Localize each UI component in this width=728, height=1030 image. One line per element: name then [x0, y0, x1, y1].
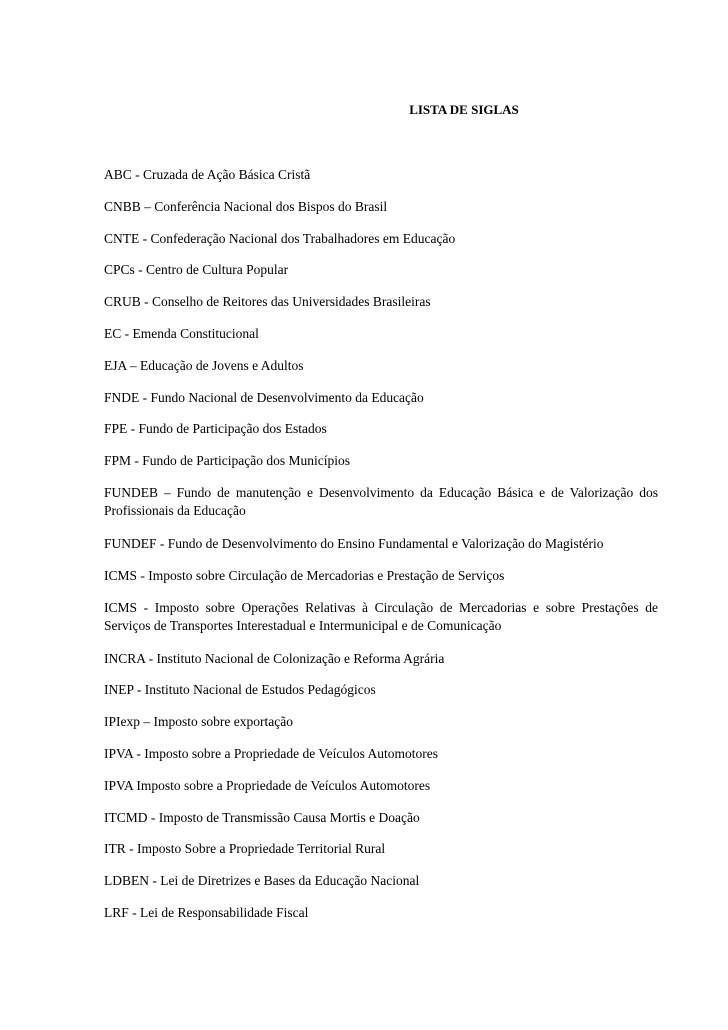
list-item: ITR - Imposto Sobre a Propriedade Territorial Rural [104, 841, 386, 857]
list-item: IPIexp – Imposto sobre exportação [104, 714, 293, 730]
list-item: FPE - Fundo de Participação dos Estados [104, 421, 327, 437]
list-item: LDBEN - Lei de Diretrizes e Bases da Educação Nacional [104, 873, 420, 889]
list-item: FNDE - Fundo Nacional de Desenvolvimento da Educação [104, 389, 424, 405]
list-item: CPCs - Centro de Cultura Popular [104, 262, 289, 278]
list-item: INCRA - Instituto Nacional de Colonização e Reforma Agrária [104, 650, 445, 666]
acronym-list [104, 166, 658, 936]
list-item: ICMS - Imposto sobre Circulação de Mercadorias e Prestação de Serviços [104, 567, 505, 583]
list-item: CRUB - Conselho de Reitores das Universidades Brasileiras [104, 294, 431, 310]
list-item: ITCMD - Imposto de Transmissão Causa Mortis e Doação [104, 809, 420, 825]
list-item: FPM - Fundo de Participação dos Municípios [104, 453, 350, 469]
list-item: INEP - Instituto Nacional de Estudos Pedagógicos [104, 682, 376, 698]
list-item: ABC - Cruzada de Ação Básica Cristã [104, 167, 311, 182]
page-title: LISTA DE SIGLAS [409, 102, 519, 117]
list-item: LRF - Lei de Responsabilidade Fiscal [104, 904, 309, 920]
list-item: ICMS - Imposto sobre Operações Relativas à Circulação de Mercadorias e sobre Prestações de Serviços de Transportes Interestadual e Intermunicipal e de Comunicação [104, 599, 658, 633]
list-item: CNTE - Confederação Nacional dos Trabalhadores em Educação [104, 230, 456, 246]
list-item: IPVA Imposto sobre a Propriedade de Veículos Automotores [104, 777, 431, 793]
list-item: EC - Emenda Constitucional [104, 325, 259, 341]
list-item: FUNDEB – Fundo de manutenção e Desenvolvimento da Educação Básica e de Valorização dos Profissionais da Educação [104, 484, 658, 518]
list-item: FUNDEF - Fundo de Desenvolvimento do Ensino Fundamental e Valorização do Magistério [104, 535, 604, 551]
list-item: CNBB – Conferência Nacional dos Bispos do Brasil [104, 198, 388, 214]
list-item: EJA – Educação de Jovens e Adultos [104, 357, 304, 373]
list-item: IPVA - Imposto sobre a Propriedade de Veículos Automotores [104, 745, 438, 761]
